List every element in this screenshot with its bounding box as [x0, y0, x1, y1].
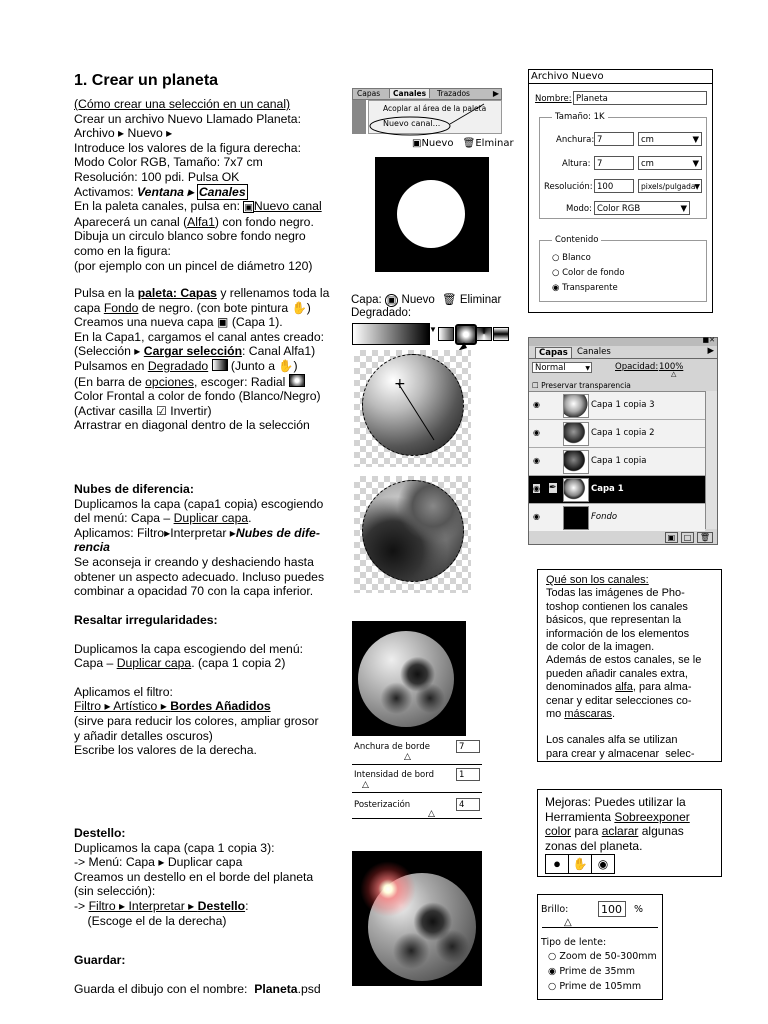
- linear-gradient-icon[interactable]: [438, 327, 454, 341]
- resolution-label: Resolución:: [544, 182, 593, 192]
- text-run: Planeta: [254, 981, 298, 996]
- note-line: Mejoras: Puedes utilizar la: [545, 795, 686, 809]
- brillo-field[interactable]: 100: [598, 901, 626, 917]
- clouds-sphere-preview: [354, 476, 471, 593]
- gradient-picker[interactable]: [352, 323, 430, 345]
- text-line: rencia: [74, 540, 110, 555]
- section-crear: [74, 97, 354, 273]
- text-run: . (capa 1 copia 2): [191, 656, 286, 671]
- radio-label: Prime de 105mm: [559, 981, 642, 992]
- page-title: 1. Crear un planeta: [74, 72, 219, 89]
- layers-footer: [665, 533, 713, 542]
- bordes-label: Posterización: [354, 800, 411, 810]
- radio-blanco[interactable]: [552, 253, 591, 263]
- tab-canales[interactable]: Canales: [389, 88, 430, 98]
- gradient-dropdown-icon[interactable]: ▼: [429, 325, 437, 334]
- slider-thumb-icon[interactable]: △: [404, 752, 411, 762]
- close-icon[interactable]: ■✕: [702, 336, 715, 344]
- text-run: Ventana ▸: [137, 184, 197, 199]
- new-layer-icon[interactable]: □: [681, 532, 695, 543]
- blend-select[interactable]: [532, 362, 592, 373]
- burn-tool-icon[interactable]: ✋: [569, 855, 592, 873]
- degradado-label: Degradado:: [351, 307, 412, 319]
- text-run: Herramienta: [545, 809, 615, 824]
- width-label: Anchura:: [556, 135, 595, 145]
- tab-capas[interactable]: Capas: [357, 89, 381, 98]
- panel-menu-arrow-icon[interactable]: ▶: [707, 346, 714, 356]
- radio-transparente[interactable]: [552, 283, 618, 293]
- note-line: [546, 681, 713, 694]
- text-run: ) con fondo negro.: [214, 214, 314, 229]
- posterizacion-field[interactable]: 4: [456, 798, 480, 811]
- text-line: Modo Color RGB, Tamaño: 7x7 cm: [74, 155, 263, 170]
- text-run: capa: [74, 300, 104, 315]
- bordes-panel: [352, 736, 482, 819]
- text-line: Arrastrar en diagonal dentro de la selección: [74, 418, 310, 433]
- link-color[interactable]: color: [545, 824, 572, 839]
- opacity-slider-icon[interactable]: △: [671, 370, 677, 378]
- link-degradado[interactable]: Degradado: [147, 358, 209, 373]
- brillo-slider-track: [542, 927, 658, 928]
- link-cargar-seleccion[interactable]: Cargar selección: [143, 344, 243, 359]
- eye-icon[interactable]: ◉: [533, 456, 540, 465]
- new-channel-icon[interactable]: ▣: [412, 138, 422, 149]
- text-line: como en la figura:: [74, 243, 171, 258]
- svg-text:+: +: [394, 376, 406, 392]
- text-line: Duplicamos la capa (capa 1 copia 3):: [74, 840, 275, 855]
- link-nuevo-canal[interactable]: Nuevo canal: [253, 199, 322, 214]
- tab-trazados[interactable]: Trazados: [437, 89, 470, 98]
- text-run: algunas: [638, 824, 684, 839]
- text-line: Duplicamos la capa escogiendo del menú:: [74, 641, 303, 656]
- gradient-sphere-preview: [354, 350, 471, 467]
- text-line: [74, 185, 354, 200]
- text-run: , escoger: Radial: [193, 374, 289, 389]
- text-line: Resolución: 100 pdi. Pulsa OK: [74, 169, 240, 184]
- text-run: Pulsamos en: [74, 358, 148, 373]
- radio-selected-icon: ◉: [552, 283, 560, 293]
- white-circle: [397, 180, 465, 248]
- note-line: Además de estos canales, se le: [546, 654, 702, 667]
- radio-label: Blanco: [562, 253, 591, 263]
- content-legend: Contenido: [552, 235, 601, 245]
- bordes-row: [352, 768, 482, 793]
- text-run: .psd: [297, 981, 321, 996]
- text-line: (sirve para reducir los colores, ampliar grosor: [74, 713, 319, 728]
- layer-options-bar: [351, 292, 511, 307]
- brillo-unit: %: [634, 904, 644, 915]
- text-line: [74, 344, 354, 359]
- text-run: Aplicamos: Filtro▸Interpretar ▸: [74, 525, 236, 540]
- text-line: Duplicamos la capa (capa1 copia) escogiendo: [74, 496, 324, 511]
- radio-label: Prime de 35mm: [559, 966, 636, 977]
- dropdown-arrow-icon: ▼: [692, 159, 699, 169]
- dodge-tool-icon[interactable]: ●: [546, 855, 569, 873]
- capa-label: Capa:: [351, 294, 382, 306]
- note-line: información de los elementos: [546, 627, 690, 640]
- link-destello[interactable]: Destello: [197, 898, 246, 913]
- new-channel-icon: ▣: [244, 202, 253, 213]
- eye-icon[interactable]: ◉: [533, 400, 540, 409]
- delete-channel-label[interactable]: Elminar: [475, 138, 514, 149]
- text-run: denominados: [546, 681, 616, 694]
- link-duplicar-capa[interactable]: Duplicar capa: [116, 656, 192, 671]
- link-duplicar-capa[interactable]: Duplicar capa: [173, 511, 249, 526]
- opacity-value[interactable]: 100%: [659, 362, 684, 372]
- tab-canales[interactable]: Canales: [577, 347, 611, 357]
- lens-flare: [360, 861, 416, 917]
- text-line: Introduce los valores de la figura derecha:: [74, 140, 301, 155]
- text-run: para: [571, 824, 602, 839]
- slider-thumb-icon[interactable]: △: [362, 780, 369, 790]
- text-line: (Escoge el de la derecha): [74, 913, 227, 928]
- tool-icons: [545, 854, 615, 874]
- text-run: Aparecerá un canal (: [74, 214, 188, 229]
- resolution-field[interactable]: 100: [594, 179, 634, 193]
- layer-name: Fondo: [591, 512, 618, 522]
- text-line: Creamos un destello en el borde del planeta: [74, 869, 314, 884]
- radio-color-fondo[interactable]: [552, 268, 625, 278]
- blend-value: Normal: [535, 363, 566, 373]
- delete-layer-label[interactable]: Eliminar: [459, 294, 502, 306]
- radio-icon: ○: [548, 951, 557, 962]
- text-run: :: [245, 898, 249, 913]
- slider-thumb-icon[interactable]: △: [428, 809, 435, 819]
- channels-panel: [352, 88, 514, 154]
- section-guardar: [74, 953, 354, 996]
- mode-select[interactable]: [594, 201, 690, 215]
- name-field[interactable]: Planeta: [573, 91, 707, 105]
- trash-icon[interactable]: 🗑: [442, 294, 457, 306]
- new-channel-label[interactable]: Nuevo: [421, 138, 454, 149]
- new-layer-label[interactable]: Nuevo: [401, 294, 435, 306]
- text-line: combinar a opacidad 70 con la capa inferior.: [74, 584, 314, 599]
- text-line: [74, 656, 354, 671]
- note-line: pueden añadir canales extra,: [546, 667, 688, 680]
- opacity-label: Opacidad:: [615, 362, 659, 372]
- text-run: .: [612, 708, 616, 721]
- layers-list: [529, 391, 705, 530]
- eye-icon[interactable]: ◉: [533, 428, 540, 437]
- text-run: , para alma-: [632, 681, 692, 694]
- text-run: Guarda el dibujo con el nombre:: [74, 981, 255, 996]
- angle-gradient-icon[interactable]: [476, 327, 492, 341]
- text-line: [74, 359, 354, 374]
- radio-prime-105[interactable]: [548, 981, 641, 992]
- mode-label: Modo:: [566, 204, 592, 214]
- channels-note: [537, 569, 722, 762]
- text-line: y añadir detalles oscuros): [74, 728, 213, 743]
- text-line: Escribe los valores de la derecha.: [74, 743, 257, 758]
- section-resaltar: [74, 613, 354, 758]
- note-line: zonas del planeta.: [545, 838, 643, 853]
- layers-titlebar: [529, 338, 717, 346]
- drag-line: [354, 350, 471, 467]
- section-heading: Guardar:: [74, 953, 126, 967]
- text-line: [74, 699, 354, 714]
- menu-item-nuevo-canal[interactable]: Nuevo canal...: [383, 119, 441, 128]
- layer-thumb: [563, 506, 589, 530]
- diamond-gradient-icon[interactable]: [493, 327, 509, 341]
- anchura-borde-field[interactable]: 7: [456, 740, 480, 753]
- link-bordes-anadidos[interactable]: Bordes Añadidos: [170, 699, 271, 714]
- link-opciones[interactable]: opciones: [145, 374, 194, 389]
- radio-label: Zoom de 50-300mm: [559, 951, 657, 962]
- text-line: [74, 374, 354, 390]
- text-line: Se aconseja ir creando y deshaciendo hasta: [74, 554, 314, 569]
- link-aclarar[interactable]: aclarar: [601, 824, 639, 839]
- section-heading: Destello:: [74, 826, 126, 840]
- note-line: [545, 810, 714, 825]
- brillo-slider-icon[interactable]: △: [564, 917, 572, 928]
- radio-icon: ○: [552, 268, 560, 278]
- new-file-dialog: [528, 69, 713, 313]
- layer-row[interactable]: [529, 448, 705, 476]
- layer-row[interactable]: [529, 420, 705, 448]
- note-line: Los canales alfa se utilizan: [546, 734, 678, 747]
- lens-flare-panel: [537, 894, 663, 1000]
- menu-item-acoplar[interactable]: Acoplar al área de la paleta: [383, 104, 487, 113]
- radio-zoom-50-300[interactable]: [548, 951, 657, 962]
- clouds-sphere: [362, 480, 464, 582]
- text-line: obtener un aspecto adecuado. Incluso puedes: [74, 569, 325, 584]
- text-line: [74, 215, 354, 230]
- layers-tabbar: [529, 346, 717, 359]
- section-destello: [74, 826, 354, 928]
- text-line: Aplicamos el filtro:: [74, 684, 173, 699]
- text-run: : Canal Alfa1): [242, 344, 316, 359]
- panel-menu-arrow-icon[interactable]: ▶: [492, 89, 499, 98]
- text-run: (Selección ▸: [74, 344, 144, 359]
- height-label: Altura:: [562, 159, 591, 169]
- width-field[interactable]: 7: [594, 132, 634, 146]
- preserve-label: Preservar transparencia: [541, 381, 631, 390]
- content-group: [539, 235, 707, 302]
- width-unit-select[interactable]: [638, 132, 702, 146]
- text-run: y rellenamos toda la: [216, 286, 330, 300]
- link-fondo[interactable]: Fondo: [103, 300, 139, 315]
- layer-thumb: [563, 450, 589, 474]
- mode-value: Color RGB: [597, 204, 641, 214]
- text-line: (por ejemplo con un pincel de diámetro 120): [74, 258, 313, 273]
- text-line: [74, 301, 354, 316]
- text-run: del menú: Capa –: [74, 511, 174, 526]
- name-label: Nombre:: [535, 94, 572, 104]
- radio-selected-icon: ◉: [548, 966, 557, 977]
- sponge-tool-icon[interactable]: ◉: [597, 857, 609, 872]
- note-line: [545, 824, 714, 839]
- layer-thumb: [563, 394, 589, 418]
- layer-name: Capa 1 copia 3: [591, 400, 655, 410]
- text-line: Color Frontal a color de fondo (Blanco/Negro): [74, 389, 321, 404]
- width-unit-value: cm: [641, 135, 654, 145]
- dropdown-arrow-icon: ▼: [692, 135, 699, 145]
- note-line: de color de la imagen.: [546, 641, 655, 654]
- height-unit-select[interactable]: [638, 156, 702, 170]
- size-legend: Tamaño: 1K: [552, 112, 608, 122]
- panel-footer: [412, 138, 514, 149]
- dropdown-arrow-icon: ▼: [680, 204, 687, 214]
- text-line: Archivo ▸ Nuevo ▸: [74, 126, 173, 141]
- text-line: del menú: Capa – Duplicar capa.: [74, 511, 252, 526]
- height-field[interactable]: 7: [594, 156, 634, 170]
- dropdown-arrow-icon: ▼: [585, 365, 590, 372]
- note-line: toshop contienen los canales: [546, 600, 688, 613]
- layer-name: Capa 1 copia 2: [591, 428, 655, 438]
- text-run: Activamos:: [74, 184, 137, 199]
- text-run: de negro. (con bote pintura ✋): [138, 300, 311, 315]
- edges-planet: [358, 631, 454, 727]
- text-line: Creamos una nueva capa ▣ (Capa 1).: [74, 315, 283, 330]
- edges-planet-preview: [352, 621, 466, 739]
- section-heading: Resaltar irregularidades:: [74, 613, 218, 627]
- gradient-tool-icon: [212, 359, 228, 371]
- link-filtro-artistico[interactable]: Filtro ▸ Artístico ▸: [74, 699, 171, 714]
- layer-row[interactable]: [529, 392, 705, 420]
- preserve-transparency[interactable]: [532, 381, 631, 390]
- text-run: Capa –: [74, 656, 117, 671]
- bordes-row: [352, 740, 482, 765]
- radio-icon: ○: [548, 981, 557, 992]
- text-line: -> Menú: Capa ▸ Duplicar capa: [74, 855, 243, 870]
- text-line: Crear un archivo Nuevo Llamado Planeta:: [74, 111, 301, 126]
- note-line: Todas las imágenes de Pho-: [546, 587, 685, 600]
- note-line: [546, 708, 713, 721]
- layer-name: Capa 1 copia: [591, 456, 647, 466]
- checkbox-icon: ☐: [532, 381, 539, 390]
- radio-prime-35[interactable]: [548, 966, 635, 977]
- mejoras-note: [537, 789, 722, 877]
- section-nubes: [74, 482, 354, 599]
- note-line: cenar y editar selecciones co-: [546, 694, 692, 707]
- text-line: [74, 982, 354, 997]
- text-line: [74, 526, 354, 541]
- alpha-channel-preview: [375, 157, 489, 272]
- link-mascaras[interactable]: máscaras: [564, 708, 613, 721]
- link-sobreexponer[interactable]: Sobreexponer: [614, 809, 690, 824]
- dialog-titlebar: [529, 70, 712, 84]
- size-group: [539, 112, 707, 219]
- flare-planet-preview: [352, 851, 482, 986]
- text-line: [74, 286, 354, 301]
- layer-row-selected[interactable]: [529, 476, 705, 504]
- note-title: Qué son los canales:: [546, 574, 649, 586]
- layers-panel: [528, 337, 718, 545]
- layers-scrollbar[interactable]: [705, 391, 717, 529]
- text-run: En la paleta canales, pulsa en:: [74, 199, 244, 214]
- lens-type-label: Tipo de lente:: [541, 937, 607, 948]
- mask-icon[interactable]: ▣: [665, 532, 679, 543]
- new-layer-icon[interactable]: ▣: [386, 295, 397, 306]
- layer-row[interactable]: [529, 504, 705, 531]
- link-alfa1[interactable]: Alfa1: [187, 214, 215, 229]
- trash-icon[interactable]: 🗑: [697, 532, 713, 543]
- dialog-title: Archivo Nuevo: [531, 71, 604, 82]
- text-run: (En barra de: [74, 374, 146, 389]
- section-heading: Nubes de diferencia:: [74, 482, 194, 496]
- canales-menu-label: Canales: [198, 184, 246, 199]
- layer-thumb: [563, 422, 589, 446]
- tab-capas[interactable]: Capas: [535, 347, 572, 358]
- link-filtro-interpretar[interactable]: Filtro ▸ Interpretar ▸: [88, 898, 198, 913]
- brush-icon: ✒: [549, 483, 557, 493]
- eye-icon[interactable]: ◉: [533, 512, 540, 521]
- bordes-label: Intensidad de bord: [354, 770, 434, 780]
- dropdown-arrow-icon: ▼: [694, 182, 700, 191]
- layer-thumb: [563, 478, 589, 502]
- eye-icon[interactable]: ◉: [533, 484, 540, 493]
- bordes-row: [352, 796, 482, 819]
- bordes-label: Anchura de borde: [354, 742, 430, 752]
- radio-label: Color de fondo: [562, 268, 625, 278]
- link-crear-seleccion[interactable]: (Cómo crear una selección en un canal): [74, 97, 291, 111]
- text-line: (sin selección):: [74, 884, 156, 899]
- note-line: para crear y almacenar selec-: [546, 747, 695, 760]
- radio-label: Transparente: [562, 283, 618, 293]
- text-line: [74, 899, 354, 914]
- text-line: (Activar casilla ☑ Invertir): [74, 403, 212, 418]
- text-run: Nubes de dife-: [235, 525, 320, 540]
- link-alfa[interactable]: alfa: [615, 681, 633, 694]
- layer-name: Capa 1: [591, 484, 624, 494]
- text-run: ->: [74, 898, 89, 913]
- text-run: Pulsa en la: [74, 286, 138, 300]
- brillo-label: Brillo:: [541, 904, 569, 915]
- note-line: básicos, que representan la: [546, 614, 682, 627]
- trash-icon[interactable]: 🗑: [462, 138, 476, 149]
- link-paleta-capas[interactable]: paleta: Capas: [137, 286, 217, 300]
- resolution-unit-select[interactable]: [638, 179, 702, 193]
- text-line: En la Capa1, cargamos el canal antes creado:: [74, 329, 324, 344]
- radio-icon: ○: [552, 253, 560, 263]
- height-unit-value: cm: [641, 159, 654, 169]
- text-run: (Junto a ✋): [227, 358, 298, 373]
- section-degradado: [74, 286, 354, 433]
- radial-gradient-icon: [289, 374, 305, 387]
- intensidad-borde-field[interactable]: 1: [456, 768, 480, 781]
- text-line: Dibuja un circulo blanco sobre fondo negro: [74, 229, 306, 244]
- text-run: mo: [546, 708, 565, 721]
- text-line: [74, 199, 354, 215]
- resolution-unit-value: pixels/pulgada: [641, 182, 696, 191]
